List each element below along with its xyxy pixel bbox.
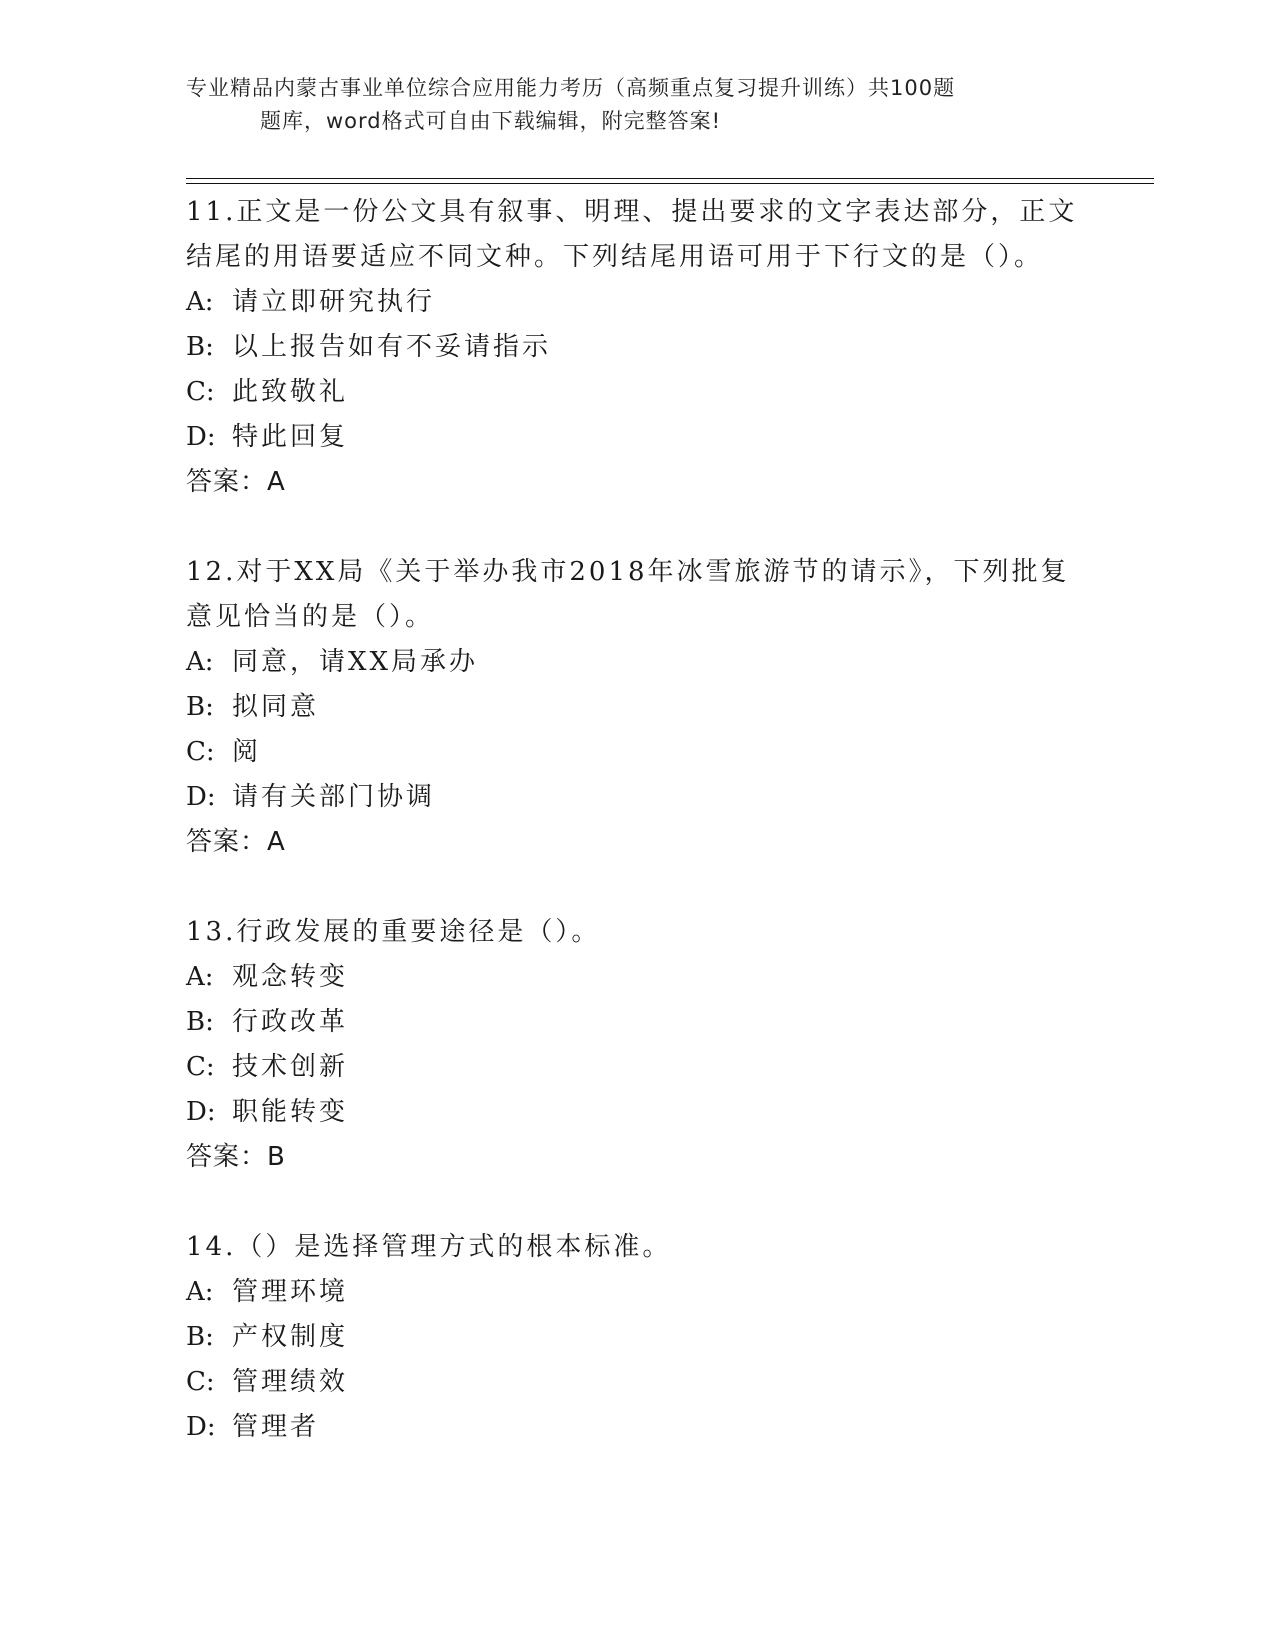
option-text: 管理绩效	[232, 1367, 349, 1397]
option-text: 特此回复	[232, 422, 349, 452]
option-c	[186, 370, 1086, 415]
option-key: B:	[186, 332, 214, 362]
question-stem: 14.（）是选择管理方式的根本标准。	[186, 1232, 672, 1262]
option-a	[186, 640, 1086, 685]
option-key: D:	[186, 422, 216, 452]
option-text: 观念转变	[232, 962, 349, 992]
option-d	[186, 1090, 1086, 1135]
option-key: C:	[186, 737, 215, 767]
question-stem: 12.对于XX局《关于举办我市2018年冰雪旅游节的请示》，下列批复意见恰当的是（）。	[186, 557, 1070, 632]
option-text: 行政改革	[232, 1007, 349, 1037]
option-key: B:	[186, 1007, 214, 1037]
option-text: 同意，请XX局承办	[232, 647, 479, 677]
option-a	[186, 955, 1086, 1000]
option-text: 职能转变	[232, 1097, 349, 1127]
option-text: 阅	[232, 737, 262, 767]
option-b	[186, 325, 1086, 370]
option-key: C:	[186, 377, 215, 407]
question-13	[186, 910, 1086, 1180]
question-stem: 11.正文是一份公文具有叙事、明理、提出要求的文字表达部分，正文结尾的用语要适应不同文种。下列结尾用语可用于下行文的是（）。	[186, 197, 1078, 272]
option-b	[186, 1000, 1086, 1045]
answer-line: 答案：B	[186, 1142, 286, 1172]
option-key: D:	[186, 1412, 216, 1442]
question-12	[186, 550, 1086, 865]
option-text: 请有关部门协调	[232, 782, 436, 812]
document-header	[186, 72, 1066, 138]
header-divider-top	[186, 178, 1154, 179]
option-c	[186, 1360, 1086, 1405]
option-a	[186, 1270, 1086, 1315]
option-text: 产权制度	[232, 1322, 349, 1352]
header-line-1: 专业精品内蒙古事业单位综合应用能力考历（高频重点复习提升训练）共100题	[186, 76, 956, 100]
answer-line: 答案：A	[186, 467, 286, 497]
question-14	[186, 1225, 1086, 1450]
option-key: B:	[186, 1322, 214, 1352]
question-stem: 13.行政发展的重要途径是（）。	[186, 917, 601, 947]
option-key: A:	[186, 1277, 214, 1307]
option-c	[186, 1045, 1086, 1090]
option-key: C:	[186, 1052, 215, 1082]
header-divider-bottom	[186, 183, 1154, 184]
option-key: D:	[186, 1097, 216, 1127]
option-text: 请立即研究执行	[232, 287, 436, 317]
question-11	[186, 190, 1086, 505]
option-key: A:	[186, 287, 214, 317]
option-key: D:	[186, 782, 216, 812]
option-text: 以上报告如有不妥请指示	[232, 332, 552, 362]
option-b	[186, 1315, 1086, 1360]
question-list	[186, 190, 1086, 1495]
header-line-2: 题库，word格式可自由下载编辑，附完整答案!	[260, 109, 722, 133]
option-key: C:	[186, 1367, 215, 1397]
option-text: 技术创新	[232, 1052, 349, 1082]
option-key: A:	[186, 647, 214, 677]
option-d	[186, 1405, 1086, 1450]
option-d	[186, 775, 1086, 820]
option-key: B:	[186, 692, 214, 722]
option-text: 此致敬礼	[232, 377, 349, 407]
option-text: 管理者	[232, 1412, 320, 1442]
option-text: 拟同意	[232, 692, 320, 722]
option-d	[186, 415, 1086, 460]
option-b	[186, 685, 1086, 730]
option-text: 管理环境	[232, 1277, 349, 1307]
option-c	[186, 730, 1086, 775]
answer-line: 答案：A	[186, 827, 286, 857]
option-a	[186, 280, 1086, 325]
option-key: A:	[186, 962, 214, 992]
